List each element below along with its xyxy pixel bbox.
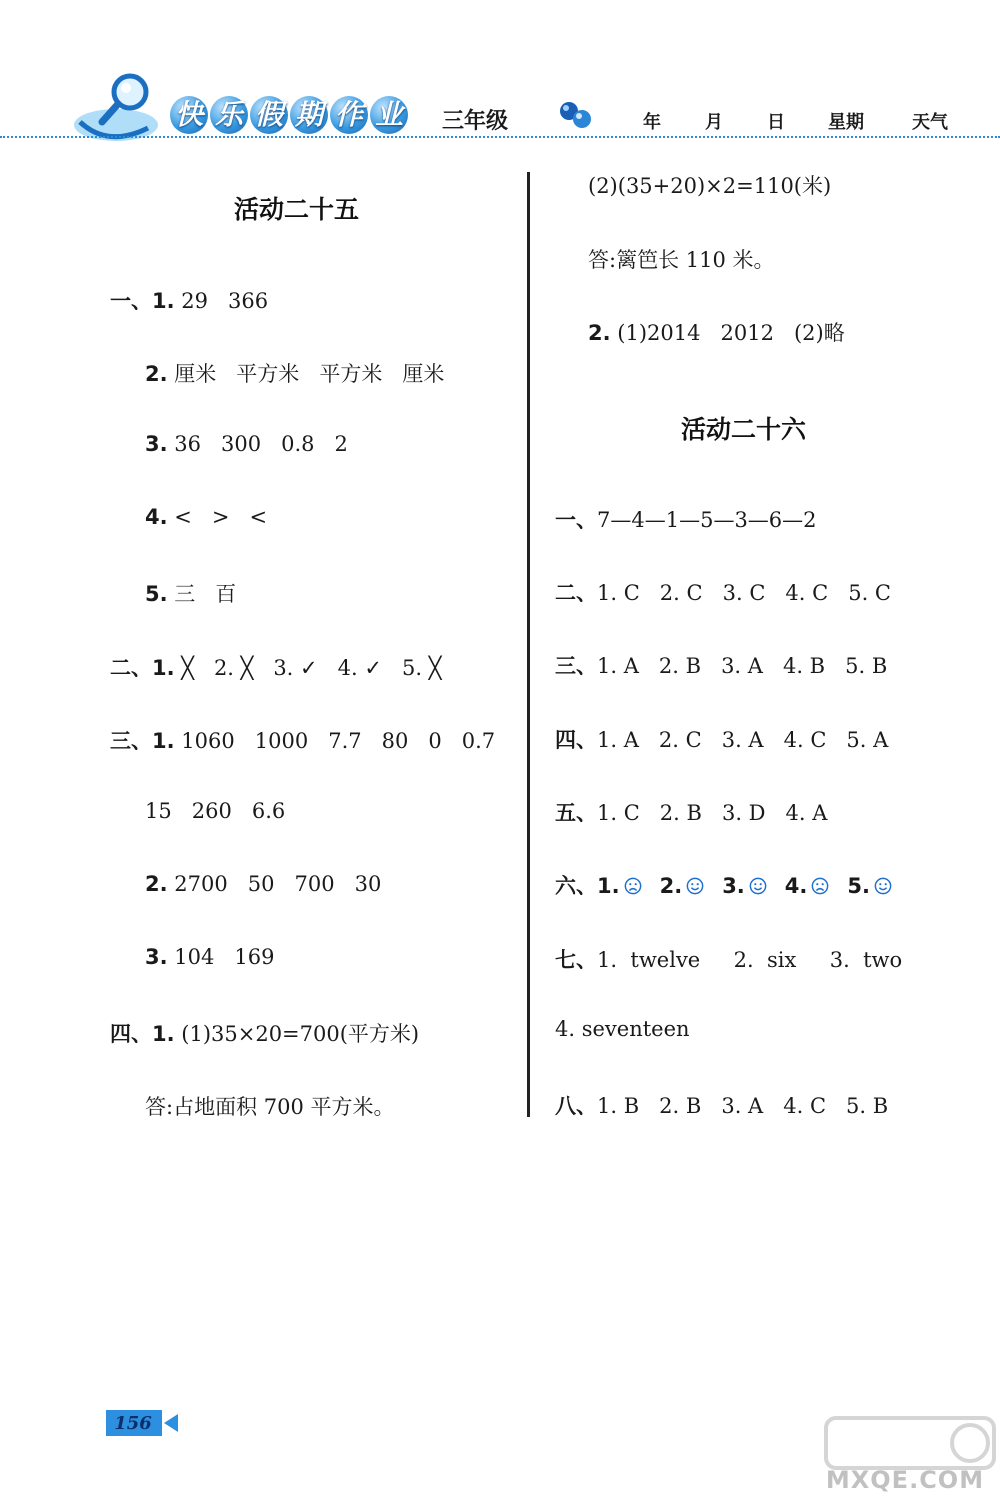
field-weather: 天气 xyxy=(912,112,948,133)
answer-text: 4. seventeen xyxy=(555,1017,690,1041)
answer-line xyxy=(145,872,381,896)
title-char: 快 xyxy=(170,96,208,134)
answer-text: ╳ 2. ╳ 3. ✓ 4. ✓ 5. ╳ xyxy=(174,656,442,680)
answer-line xyxy=(110,1018,419,1048)
answer-line xyxy=(588,244,775,274)
question-group-label: 二、 xyxy=(555,581,597,605)
answer-line xyxy=(555,1017,690,1041)
smiley-face-icon xyxy=(749,877,767,895)
answer-text: (1)35×20=700(平方米) xyxy=(174,1022,420,1046)
answer-text: 厘米 平方米 平方米 厘米 xyxy=(167,362,445,386)
answer-line xyxy=(145,358,444,388)
answer-text: 1060 1000 7.7 80 0 0.7 xyxy=(174,729,496,753)
question-number: 2. xyxy=(659,874,683,898)
field-day: 日 xyxy=(767,112,785,133)
globe-balls-icon xyxy=(558,100,594,130)
page-header xyxy=(0,0,1000,160)
answer-text: 36 300 0.8 2 xyxy=(167,432,348,456)
answer-line xyxy=(110,725,495,755)
watermark-text: MXQE.COM xyxy=(825,1466,985,1494)
answer-line xyxy=(555,650,887,680)
question-group-label: 二、 xyxy=(110,656,152,680)
question-group-label: 五、 xyxy=(555,801,597,825)
answer-text: 2700 50 700 30 xyxy=(167,872,382,896)
answer-text: (1)2014 2012 (2)略 xyxy=(610,321,845,345)
answer-line xyxy=(588,170,831,200)
page-number: 156 xyxy=(114,1413,152,1434)
question-group-label: 四、 xyxy=(555,728,597,752)
question-number: 3. xyxy=(145,432,168,456)
smiley-face-icon xyxy=(686,877,704,895)
workbook-title xyxy=(170,96,408,136)
question-group-label: 一、 xyxy=(110,289,152,313)
grade-label: 三年级 xyxy=(442,109,509,134)
answer-line xyxy=(145,432,348,456)
answer-line xyxy=(145,1091,395,1121)
answer-line xyxy=(555,797,827,827)
question-number: 2. xyxy=(588,321,611,345)
answer-line xyxy=(110,652,441,682)
magnifier-logo-icon xyxy=(68,70,173,150)
question-group-label: 八、 xyxy=(555,1094,597,1118)
answer-line xyxy=(145,945,274,969)
question-number: 2. xyxy=(145,362,168,386)
answer-text: 1. A 2. C 3. A 4. C 5. A xyxy=(597,728,889,752)
answer-text: 1. B 2. B 3. A 4. C 5. B xyxy=(597,1094,889,1118)
question-number: 1. xyxy=(597,874,620,898)
section-title-25: 活动二十五 xyxy=(234,195,360,224)
answer-text: 答:篱笆长 110 米。 xyxy=(588,248,775,272)
answer-line xyxy=(145,799,285,823)
answer-line xyxy=(145,578,236,608)
field-weekday: 星期 xyxy=(828,112,864,133)
question-number: 1. xyxy=(152,289,175,313)
title-char: 乐 xyxy=(210,96,248,134)
answer-text: (2)(35+20)×2=110(米) xyxy=(588,174,832,198)
answer-line xyxy=(145,505,267,529)
answer-text: 1. C 2. C 3. C 4. C 5. C xyxy=(597,581,891,605)
answer-line xyxy=(555,504,817,534)
answer-line xyxy=(588,317,845,347)
answer-text: 104 169 xyxy=(167,945,275,969)
question-group-label: 七、 xyxy=(555,948,597,972)
question-group-label: 三、 xyxy=(110,729,152,753)
faces-answer-row xyxy=(555,870,910,900)
section-title-26: 活动二十六 xyxy=(681,415,807,444)
field-month: 月 xyxy=(705,112,723,133)
smiley-face-icon xyxy=(874,877,892,895)
title-char: 业 xyxy=(370,96,408,134)
answer-line xyxy=(555,724,888,754)
answer-text: 29 366 xyxy=(174,289,269,313)
question-number: 1. xyxy=(152,729,175,753)
answer-text: 7—4—1—5—3—6—2 xyxy=(597,508,817,532)
answer-line xyxy=(555,1090,888,1120)
question-group-label: 四、 xyxy=(110,1022,152,1046)
question-group-label: 一、 xyxy=(555,508,597,532)
title-char: 期 xyxy=(290,96,328,134)
answer-line xyxy=(555,944,902,974)
question-group-label: 三、 xyxy=(555,654,597,678)
question-number: 5. xyxy=(145,582,168,606)
answer-text: 答:占地面积 700 平方米。 xyxy=(145,1095,395,1119)
sad-face-icon xyxy=(624,877,642,895)
answer-line xyxy=(110,285,268,315)
title-char: 假 xyxy=(250,96,288,134)
field-year: 年 xyxy=(643,112,661,133)
sad-face-icon xyxy=(811,877,829,895)
question-group-label: 六、 xyxy=(555,874,597,898)
question-number: 1. xyxy=(152,656,175,680)
answer-text: 1. twelve 2. six 3. two xyxy=(597,948,903,972)
question-number: 4. xyxy=(784,874,808,898)
answer-text: 1. A 2. B 3. A 4. B 5. B xyxy=(597,654,888,678)
question-number: 2. xyxy=(145,872,168,896)
column-divider xyxy=(527,172,530,1117)
title-char: 作 xyxy=(330,96,368,134)
answer-line xyxy=(555,577,891,607)
answer-text: 三 百 xyxy=(167,582,237,606)
answer-text: < > < xyxy=(167,505,268,529)
header-dotted-rule xyxy=(0,136,1000,138)
answer-text: 1. C 2. B 3. D 4. A xyxy=(597,801,828,825)
question-number: 3. xyxy=(722,874,745,898)
question-number: 4. xyxy=(145,505,168,529)
question-number: 5. xyxy=(847,874,870,898)
question-number: 3. xyxy=(145,945,168,969)
question-number: 1. xyxy=(152,1022,175,1046)
answer-text: 15 260 6.6 xyxy=(145,799,286,823)
